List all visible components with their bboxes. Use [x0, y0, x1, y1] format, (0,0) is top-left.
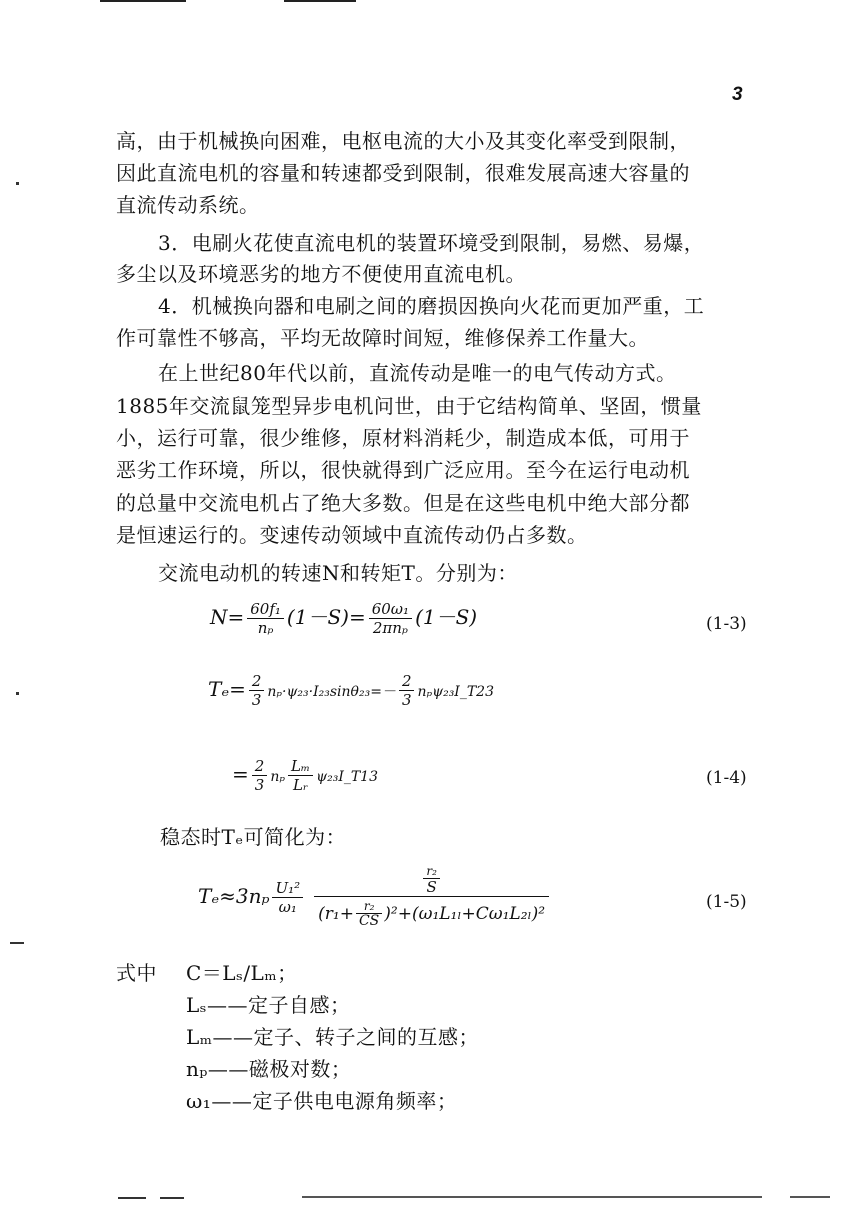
- paragraph-line: 多尘以及环境恶劣的地方不便使用直流电机。: [116, 262, 526, 286]
- paragraph-line: 小，运行可靠，很少维修，原材料消耗少，制造成本低，可用于: [116, 426, 690, 450]
- equation-1-4-line1: [208, 672, 494, 709]
- eq-term: nₚ·ψ₂₃·I₂₃sinθ₂₃=－: [267, 684, 396, 700]
- fraction: [247, 600, 284, 637]
- definition-item: nₚ——磁极对数；: [186, 1057, 352, 1081]
- eq-term: Tₑ=: [208, 677, 246, 701]
- definition-item: C＝Lₛ/Lₘ；: [186, 961, 298, 985]
- page-number: 3: [732, 84, 743, 105]
- fraction-denominator: 2πnₚ: [372, 619, 408, 637]
- fraction-denominator: S: [426, 878, 437, 896]
- eq-term: nₚψ₂₃I_T23: [417, 684, 494, 700]
- main-fraction: [314, 864, 549, 931]
- definition-item: Lₘ——定子、转子之间的互感；: [186, 1025, 480, 1049]
- fraction: [252, 757, 268, 794]
- equation-1-3: [210, 600, 477, 637]
- paragraph-line: 恶劣工作环境，所以，很快就得到广泛应用。至今在运行电动机: [116, 458, 690, 482]
- scan-noise: [160, 1197, 184, 1199]
- equation-number: (1-4): [706, 768, 747, 788]
- eq-term: N=: [210, 605, 245, 629]
- fraction: [369, 600, 412, 637]
- fraction-denominator: 3: [254, 776, 265, 794]
- eq-term: Tₑ≈3nₚ: [198, 884, 270, 908]
- paragraph-line: 3．电刷火花使直流电机的装置环境受到限制，易燃、易爆，: [158, 231, 705, 255]
- definitions-label: 式中: [116, 961, 157, 985]
- fraction: [423, 864, 440, 896]
- fraction-numerator: r₂: [356, 900, 382, 914]
- definition-item: ω₁——定子供电电源角频率；: [186, 1089, 458, 1113]
- fraction-numerator: 2: [252, 757, 268, 776]
- scan-mark-top-left: [100, 0, 186, 2]
- equation-number: (1-3): [706, 614, 747, 634]
- fraction-numerator: 2: [249, 672, 265, 691]
- fraction-denominator: ω₁: [278, 898, 297, 916]
- scan-noise: [790, 1196, 830, 1198]
- equation-number: (1-5): [706, 892, 747, 912]
- scan-noise: [16, 692, 19, 695]
- eq-term: (1－S): [415, 605, 478, 629]
- eq-term: nₚ: [270, 769, 285, 785]
- paragraph-line: 1885年交流鼠笼型异步电机问世，由于它结构简单、坚固，惯量: [116, 394, 702, 418]
- paragraph-line: 直流传动系统。: [116, 193, 260, 217]
- eq-term: (r₁+: [318, 904, 354, 924]
- paragraph-line: 4．机械换向器和电刷之间的磨损因换向火花而更加严重，工: [158, 294, 705, 318]
- paragraph-line: 作可靠性不够高，平均无故障时间短，维修保养工作量大。: [116, 326, 649, 350]
- fraction: [288, 757, 313, 794]
- fraction: [399, 672, 415, 709]
- paragraph-line: 在上世纪80年代以前，直流传动是唯一的电气传动方式。: [158, 361, 677, 385]
- paragraph-line: 高，由于机械换向困难，电枢电流的大小及其变化率受到限制，: [116, 129, 690, 153]
- fraction-numerator: r₂: [423, 864, 440, 879]
- scan-mark-top-mid: [284, 0, 356, 2]
- fraction-denominator: nₚ: [257, 619, 274, 637]
- fraction-denominator: CS: [358, 913, 380, 929]
- eq-term: )²+(ω₁L₁ₗ+Cω₁L₂ₗ)²: [384, 904, 546, 924]
- fraction-numerator: U₁²: [272, 879, 303, 898]
- paragraph-line: 交流电动机的转速N和转矩T。分别为：: [158, 561, 518, 585]
- scan-noise: [118, 1197, 146, 1199]
- fraction-denominator: Lᵣ: [292, 776, 309, 794]
- equation-1-4-line2: [232, 757, 378, 794]
- scan-noise: [16, 182, 19, 185]
- eq-term: =: [232, 762, 249, 786]
- fraction-numerator: 2: [399, 672, 415, 691]
- fraction: [249, 672, 265, 709]
- equation-1-5: [198, 864, 552, 931]
- fraction: [356, 900, 382, 929]
- fraction-numerator: 60ω₁: [369, 600, 412, 619]
- eq-term: (1－S)=: [286, 605, 366, 629]
- paragraph-line: 的总量中交流电机占了绝大多数。但是在这些电机中绝大部分都: [116, 491, 690, 515]
- paragraph-line: 因此直流电机的容量和转速都受到限制，很难发展高速大容量的: [116, 161, 690, 185]
- steady-state-label: 稳态时Tₑ可简化为：: [160, 825, 347, 849]
- fraction-denominator: [314, 897, 549, 931]
- eq-term: ψ₂₃I_T13: [316, 769, 378, 785]
- paragraph-line: 是恒速运行的。变速传动领域中直流传动仍占多数。: [116, 523, 588, 547]
- fraction-denominator: 3: [251, 691, 262, 709]
- fraction: [272, 879, 303, 916]
- fraction-numerator: [314, 864, 549, 897]
- fraction-numerator: Lₘ: [288, 757, 313, 776]
- fraction-numerator: 60f₁: [247, 600, 284, 619]
- fraction-denominator: 3: [401, 691, 412, 709]
- scan-noise: [302, 1196, 762, 1198]
- scan-noise: [10, 942, 24, 944]
- definition-item: Lₛ——定子自感；: [186, 993, 351, 1017]
